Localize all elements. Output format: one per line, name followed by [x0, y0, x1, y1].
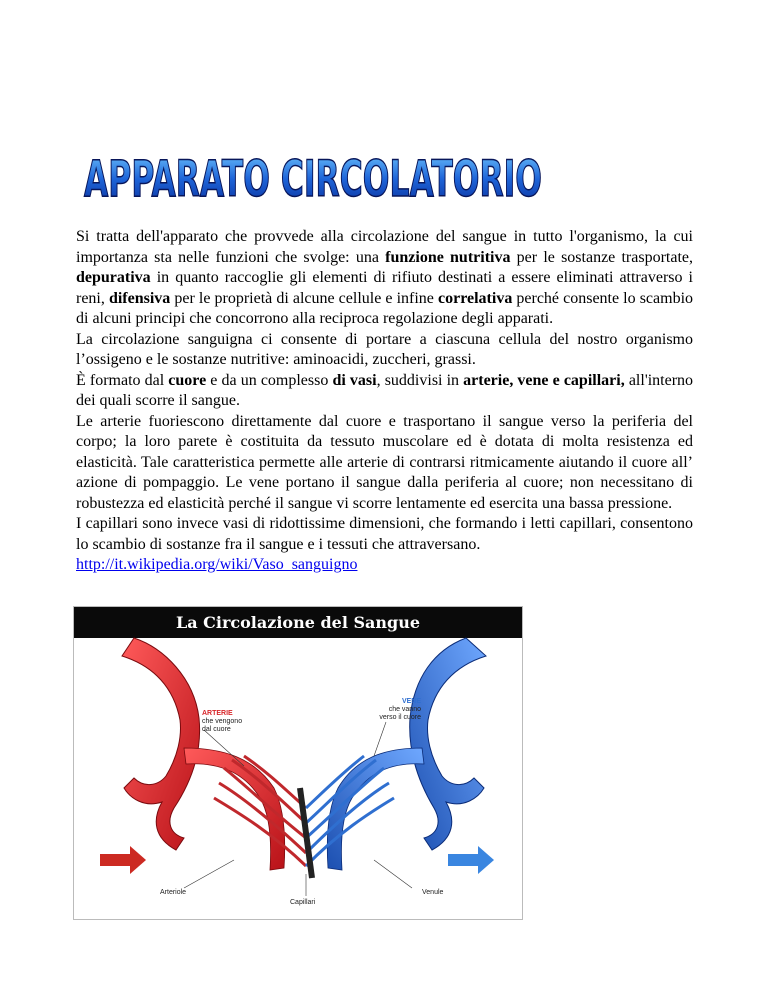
- label-arterie: ARTERIE che vengono dal cuore: [202, 710, 243, 733]
- arrow-out-icon: [448, 846, 494, 874]
- vessels-illustration: [74, 638, 522, 919]
- label-arteriole: Arteriole: [160, 889, 187, 896]
- label-venule: Venule: [422, 889, 444, 896]
- paragraph-composition: È formato dal cuore e da un complesso di vasi, suddivisi in arterie, vene e capillari, all'interno dei quali scorre il sangue.: [76, 371, 694, 409]
- paragraph-arteries-veins: Le arterie fuoriescono direttamente dal cuore e trasportano il sangue verso la periferia del corpo; la loro parete è costituita da tessuto muscolare ed è dotata di molta resistenza ed elasticità. Tale caratteristica permette alle arterie di contrarsi ritmicamente aiutando il cuore all’ azione di pompaggio. Le vene portano il sangue dalla periferia al cuore; non necessitano di robustezza ed elasticità perché il sangue vi scorre lentamente ed esercita una bassa pressione.: [76, 412, 693, 512]
- arrow-in-icon: [100, 846, 146, 874]
- wordart-title: [78, 140, 548, 210]
- label-vene: VENE che vanno verso il cuore: [379, 698, 421, 721]
- vein-shape: [327, 638, 486, 870]
- paragraph-capillaries: I capillari sono invece vasi di ridottissime dimensioni, che formando i letti capillari, consentono lo scambio di sostanze fra il sangue e i tessuti che attraversano.: [76, 515, 693, 553]
- paragraph-intro: Si tratta dell'apparato che provvede alla circolazione del sangue in tutto l'organismo, la cui importanza sta nelle funzioni che svolge: una funzione nutritiva per le sostanze trasportate, depurativa in quanto raccoglie gli elementi di rifiuto destinati a essere eliminati attraverso i reni, difensiva per le proprietà di alcune cellule e infine correlativa perché consente lo scambio di alcuni principi che concorrono alla reciproca regolazione degli apparati.: [76, 228, 694, 327]
- wikipedia-link[interactable]: http://it.wikipedia.org/wiki/Vaso_sanguigno: [76, 556, 358, 573]
- article-body: [76, 227, 693, 576]
- diagram-title: La Circolazione del Sangue: [175, 613, 421, 632]
- label-capillari: Capillari: [290, 899, 316, 906]
- page-title: [78, 140, 548, 210]
- artery-shape: [122, 638, 285, 870]
- paragraph-circulation: La circolazione sanguigna ci consente di portare a ciascuna cellula del nostro organismo l’ossigeno e le sostanze nutritive: aminoacidi, zuccheri, grassi.: [76, 330, 693, 368]
- svg-text:APPARATO CIRCOLATORIO: APPARATO CIRCOLATORIO: [84, 150, 542, 208]
- circulation-diagram: [73, 606, 523, 920]
